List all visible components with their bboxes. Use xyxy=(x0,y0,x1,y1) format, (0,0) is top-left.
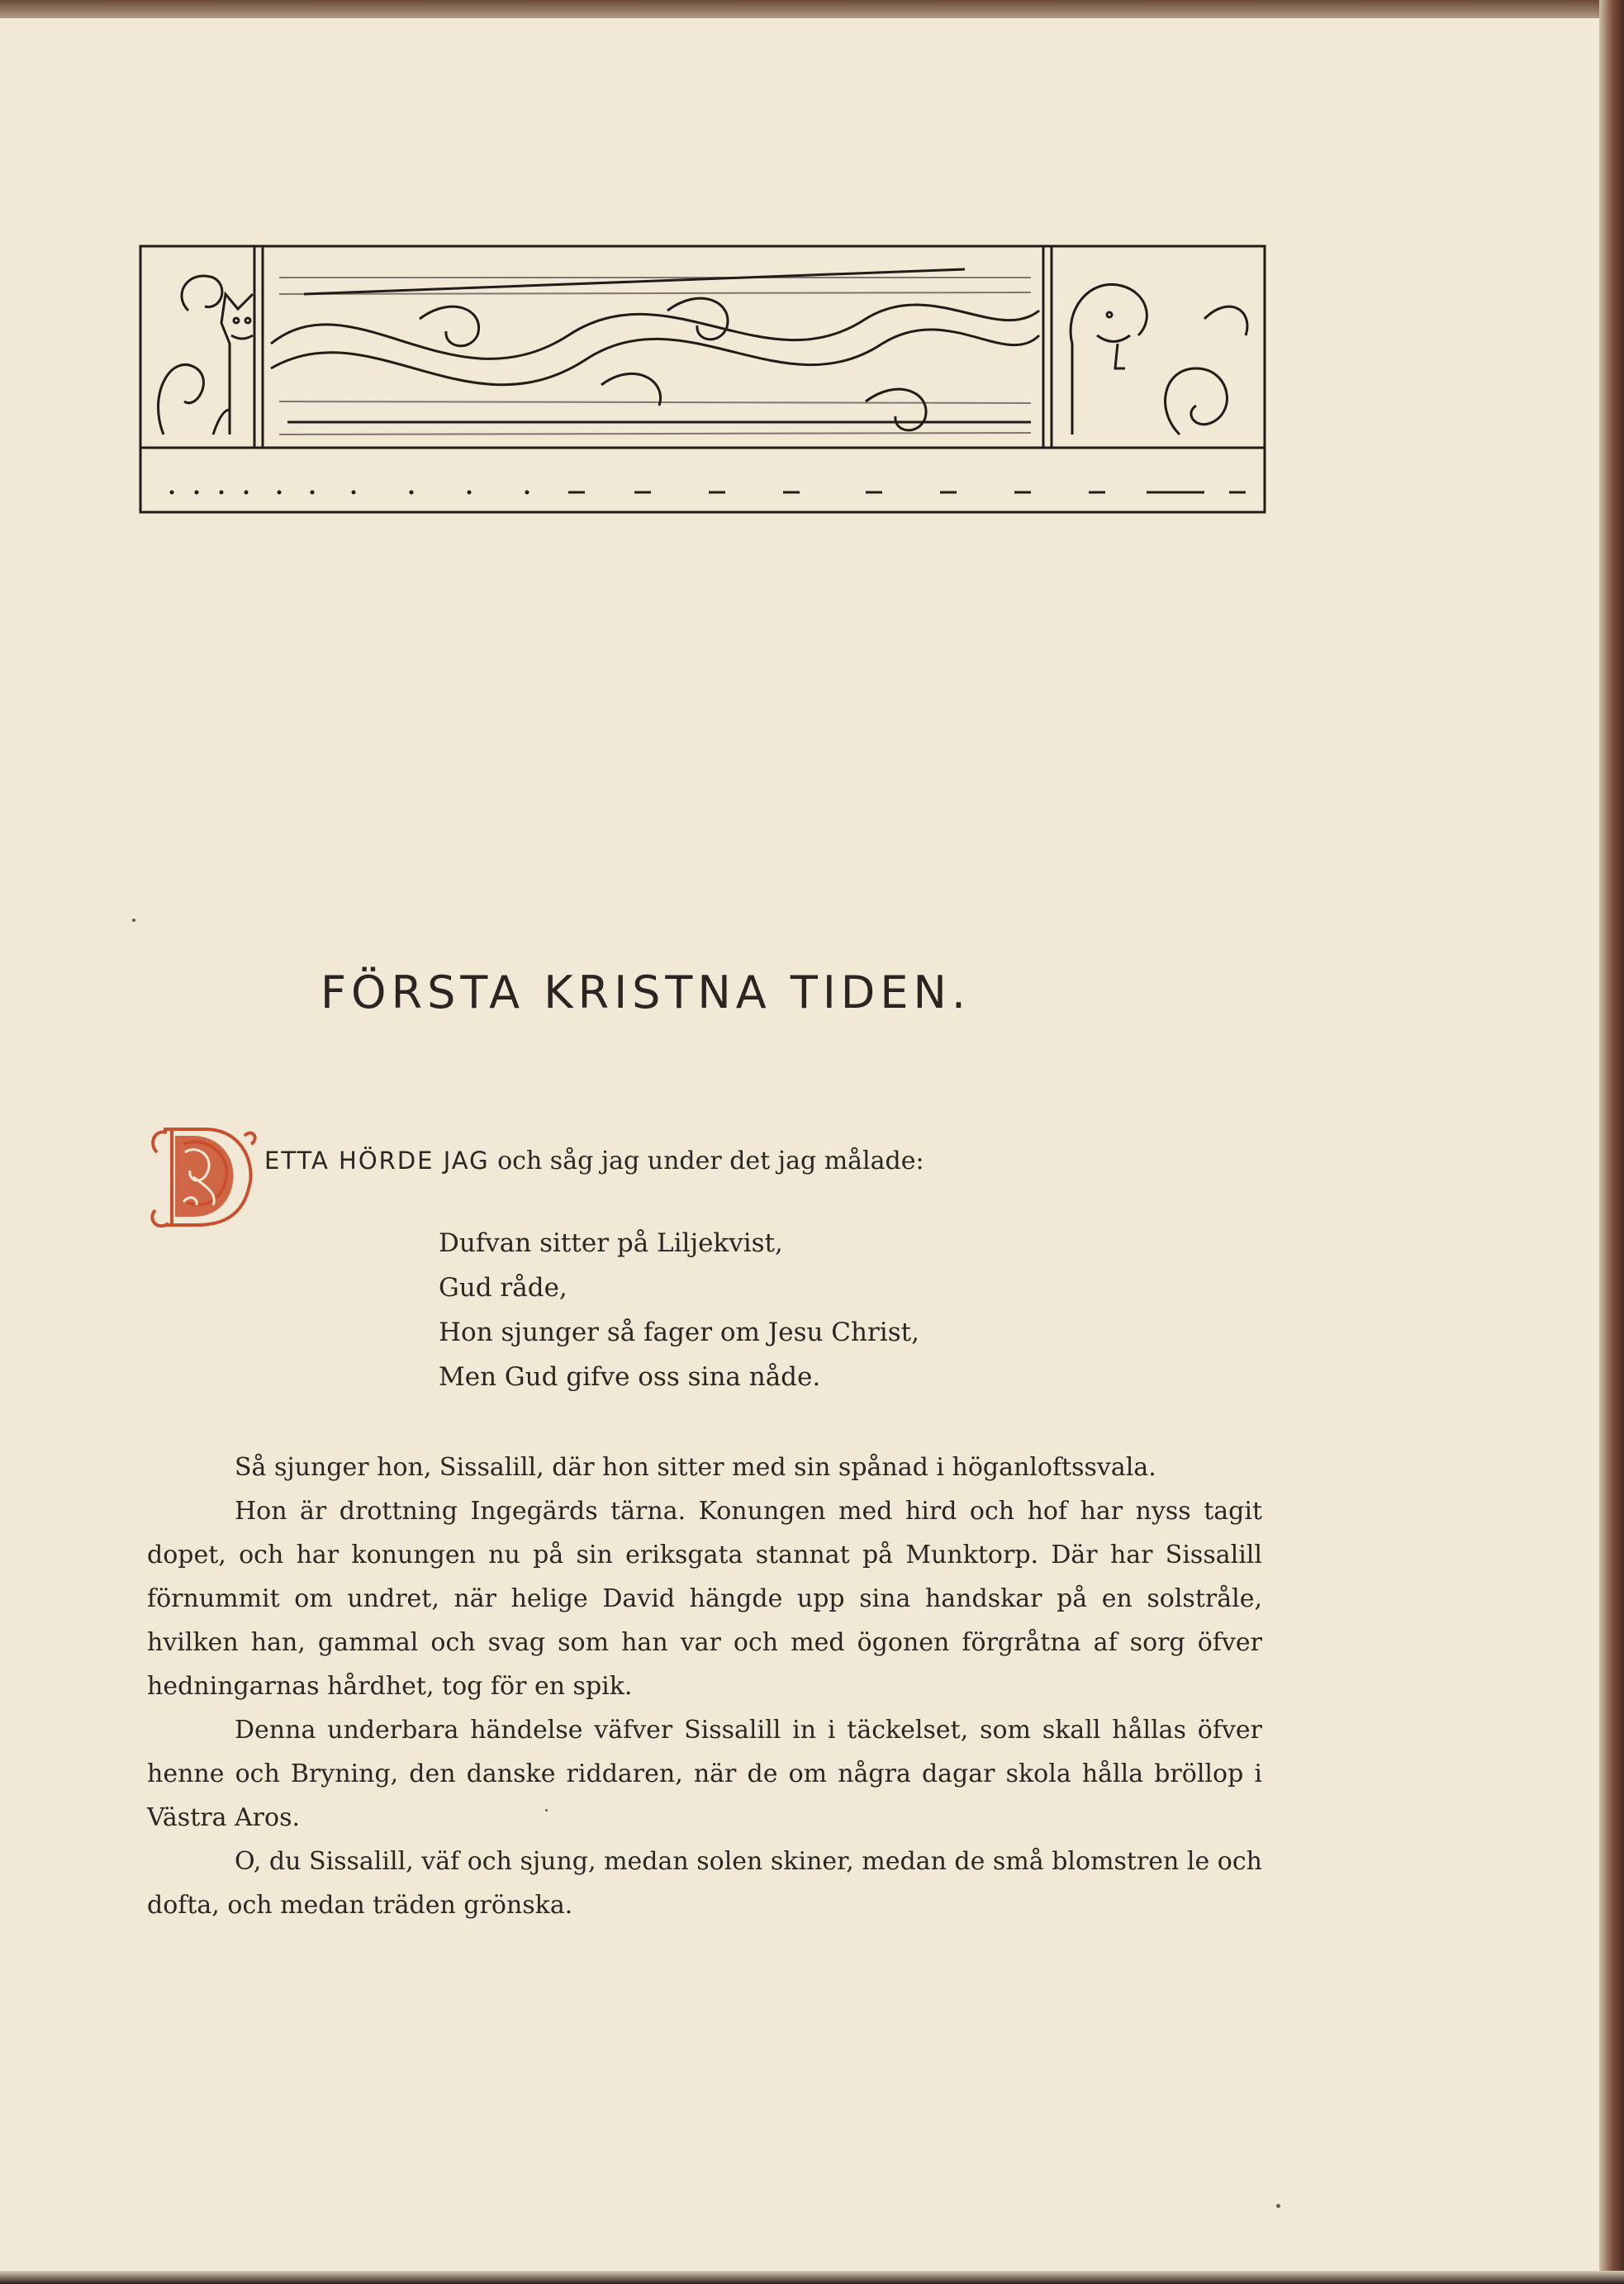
header-vignette-icon xyxy=(139,245,1266,517)
decorated-initial-d-icon xyxy=(147,1119,259,1233)
lead-caps-text: ETTA HÖRDE JAG xyxy=(264,1147,490,1175)
page-top-edge xyxy=(0,0,1624,18)
lead-rest-text: och såg jag under det jag målade: xyxy=(489,1147,924,1175)
verse-line: Gud råde, xyxy=(439,1273,567,1303)
verse-line: Dufvan sitter på Liljekvist, xyxy=(439,1228,783,1258)
paragraph: Hon är drottning Ingegärds tärna. Konungen med hird och hof har nyss tagit dopet, och har konungen nu på sin eriksgata stannat på Munktorp. Där har Sissalill förnummit om undret, när helige David hängde upp sina handskar på en solstråle, hvilken han, gammal och svag som han var och med ögonen förgråtna af sorg öfver hedningarnas hårdhet, tog för en spik. xyxy=(147,1497,1262,1701)
prose-body xyxy=(147,1446,1262,1927)
verse-stanza xyxy=(439,1221,919,1399)
chapter-title: FÖRSTA KRISTNA TIDEN. xyxy=(321,966,971,1019)
verse-line: Men Gud gifve oss sina nåde. xyxy=(439,1362,821,1392)
paragraph: O, du Sissalill, väf och sjung, medan solen skiner, medan de små blomstren le och dofta, och medan träden grönska. xyxy=(147,1847,1262,1920)
paper-speck xyxy=(545,1809,548,1812)
paragraph: Så sjunger hon, Sissalill, där hon sitter med sin spånad i höganloftssvala. xyxy=(235,1453,1156,1482)
verse-line: Hon sjunger så fager om Jesu Christ, xyxy=(439,1318,919,1347)
paper-speck xyxy=(132,919,135,922)
paper-speck xyxy=(1276,2204,1280,2208)
page-bottom-edge xyxy=(0,2271,1624,2284)
lead-line xyxy=(264,1147,924,1175)
paragraph: Denna underbara händelse väfver Sissalill in i täckelset, som skall hållas öfver henne och Bryning, den danske riddaren, när de om några dagar skola hålla bröllop i Västra Aros. xyxy=(147,1716,1262,1832)
book-spine-edge xyxy=(1599,0,1624,2284)
